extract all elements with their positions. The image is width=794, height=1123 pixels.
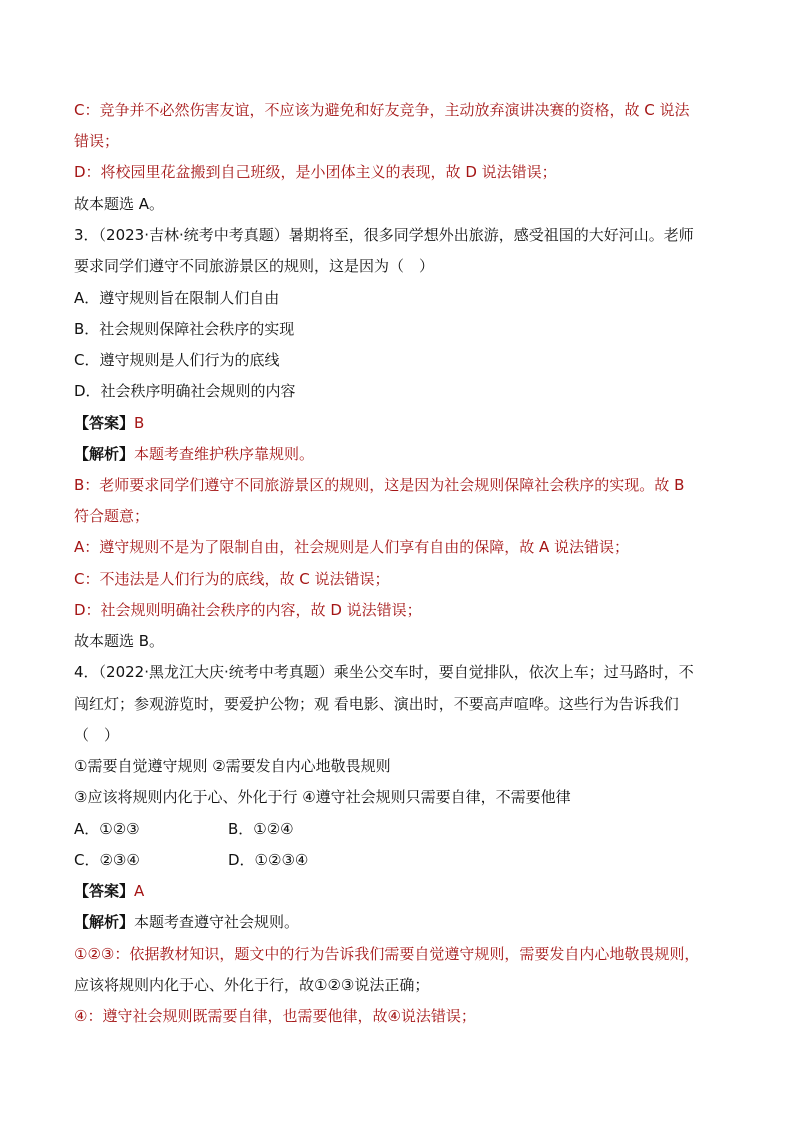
q3-explanation-d: D：社会规则明确社会秩序的内容，故 D 说法错误； <box>74 601 422 619</box>
q3-stem-line2: 要求同学们遵守不同旅游景区的规则，这是因为（ ） <box>74 257 435 275</box>
q3-answer <box>74 413 144 433</box>
q4-stem-line2: 闯红灯；参观游览时，要爱护公物；观 看电影、演出时，不要高声喧哗。这些行为告诉我们 <box>74 695 679 713</box>
q3-option-c: C．遵守规则是人们行为的底线 <box>74 351 280 369</box>
q4-explanation-line1: ①②③：依据教材知识，题文中的行为告诉我们需要自觉遵守规则，需要发自内心地敬畏规则， <box>74 945 700 963</box>
q4-options-row2 <box>74 850 574 870</box>
q3-explanation-b-line2: 符合题意； <box>74 507 150 525</box>
q3-explanation-a: A：遵守规则不是为了限制自由，社会规则是人们享有自由的保障，故 A 说法错误； <box>74 538 630 556</box>
q4-options-row1 <box>74 819 574 839</box>
q4-stem-line3: （ ） <box>74 726 120 744</box>
q4-statements-line2: ③应该将规则内化于心、外化于行 ④遵守社会规则只需要自律，不需要他律 <box>74 788 571 806</box>
q4-analysis-text: 本题考查遵守社会规则。 <box>134 913 300 931</box>
q3-explanation-c: C：不违法是人们行为的底线，故 C 说法错误； <box>74 570 390 588</box>
prev-explanation-c-line2: 错误； <box>74 132 120 150</box>
q4-explanation-line3: ④：遵守社会规则既需要自律，也需要他律，故④说法错误； <box>74 1007 476 1025</box>
prev-explanation-d-line: D：将校园里花盆搬到自己班级，是小团体主义的表现，故 D 说法错误； <box>74 163 557 181</box>
q4-statements-line1: ①需要自觉遵守规则 ②需要发自内心地敬畏规则 <box>74 757 391 775</box>
q4-analysis <box>74 912 299 932</box>
q4-option-b: B．①②④ <box>228 820 294 838</box>
q3-answer-value: B <box>134 414 145 432</box>
q3-conclusion: 故本题选 B。 <box>74 632 165 650</box>
q3-option-d: D．社会秩序明确社会规则的内容 <box>74 382 296 400</box>
q4-option-d: D．①②③④ <box>228 851 309 869</box>
q4-analysis-label: 【解析】 <box>74 913 135 931</box>
q4-stem-line1: 4．（2022·黑龙江大庆·统考中考真题）乘坐公交车时，要自觉排队，依次上车；过马路时，不 <box>74 663 694 681</box>
q3-analysis <box>74 444 314 464</box>
q3-analysis-label: 【解析】 <box>74 445 135 463</box>
q4-answer-label: 【答案】 <box>74 882 135 900</box>
q3-option-b: B．社会规则保障社会秩序的实现 <box>74 320 295 338</box>
q3-option-a: A．遵守规则旨在限制人们自由 <box>74 289 280 307</box>
q4-option-a: A．①②③ <box>74 820 140 838</box>
q3-stem-line1: 3．（2023·吉林·统考中考真题）暑期将至，很多同学想外出旅游，感受祖国的大好河山。老师 <box>74 226 694 244</box>
q3-answer-label: 【答案】 <box>74 414 135 432</box>
q3-explanation-b-line1: B：老师要求同学们遵守不同旅游景区的规则，这是因为社会规则保障社会秩序的实现。故 B <box>74 476 685 494</box>
q4-answer <box>74 881 144 901</box>
prev-explanation-c-line1: C：竞争并不必然伤害友谊，不应该为避免和好友竞争，主动放弃演讲决赛的资格，故 C 说法 <box>74 101 690 119</box>
q4-option-c: C．②③④ <box>74 851 140 869</box>
prev-conclusion: 故本题选 A。 <box>74 195 165 213</box>
q4-explanation-line2: 应该将规则内化于心、外化于行，故①②③说法正确； <box>74 976 430 994</box>
q3-analysis-text: 本题考查维护秩序靠规则。 <box>134 445 315 463</box>
q4-answer-value: A <box>134 882 145 900</box>
